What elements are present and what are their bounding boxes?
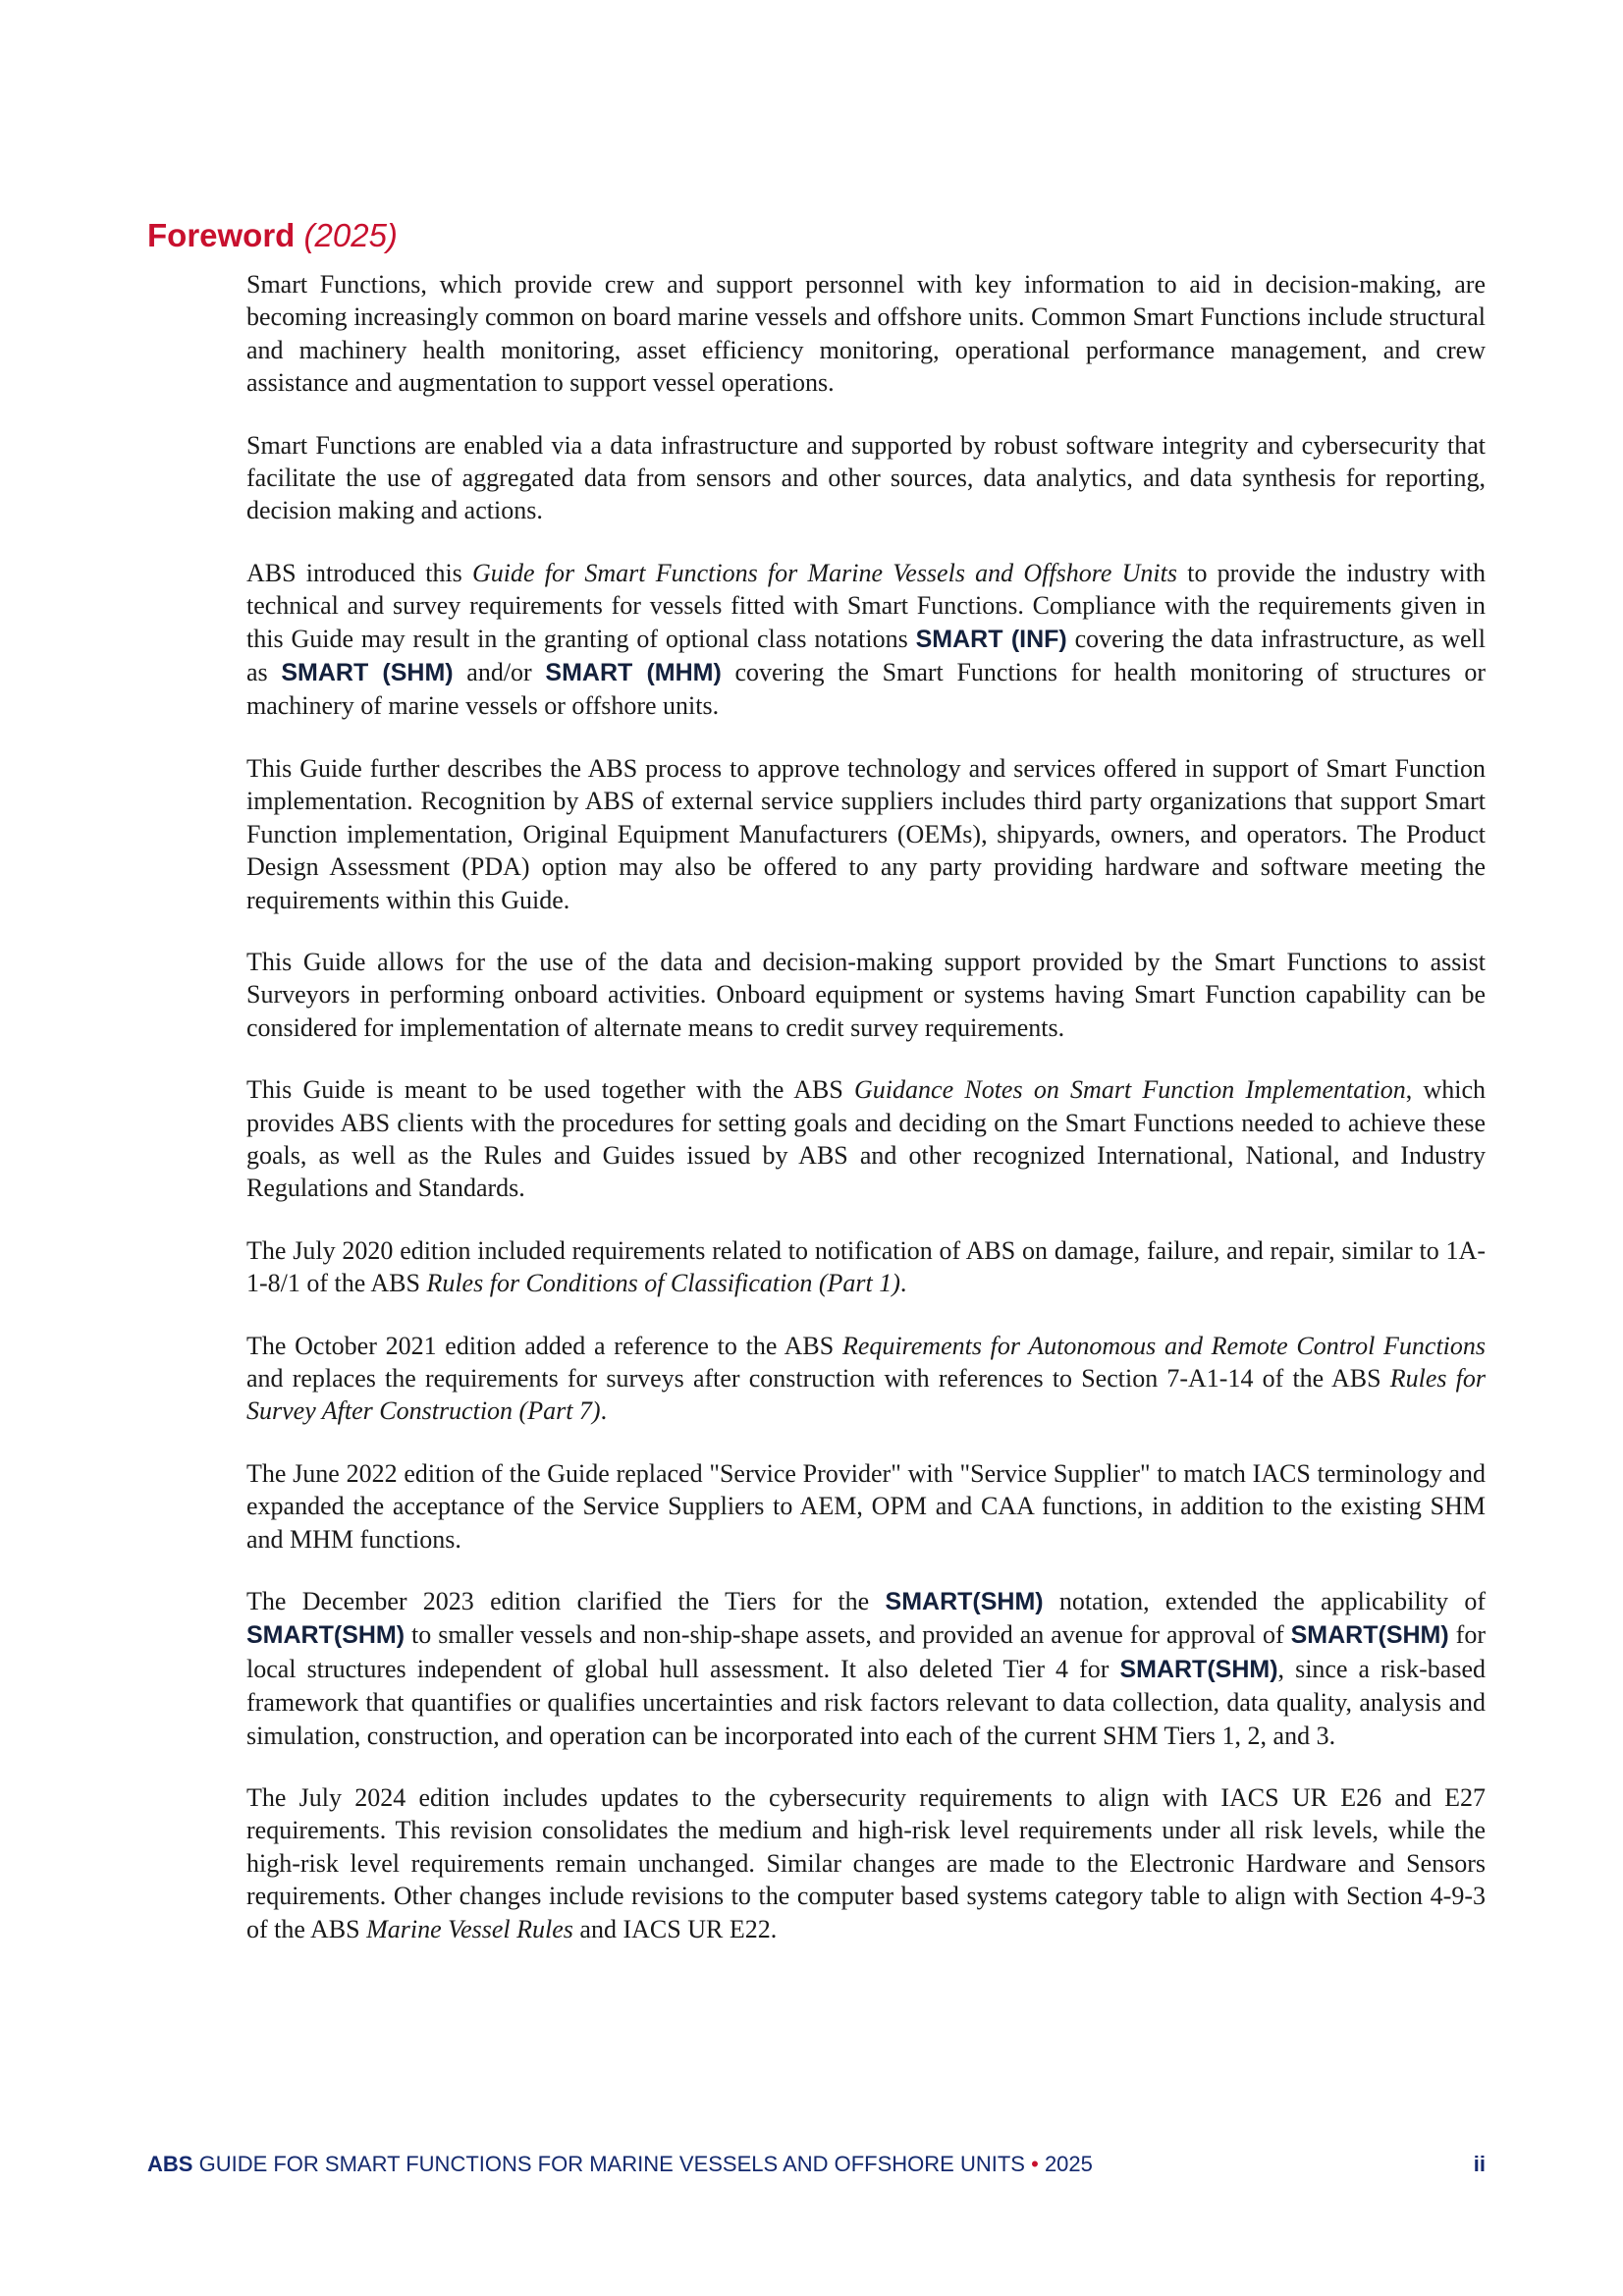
- paragraph-5: This Guide allows for the use of the data and decision-making support provided by the Smart Functions to assist Surveyors in performing onboard activities. Onboard equipment or systems having Smart Function capability can be considered for implementation of alternate means to credit survey requirements.: [246, 947, 1486, 1042]
- notation-smart-shm: SMART (SHM): [281, 659, 454, 687]
- notation-smart-shm: SMART(SHM): [1119, 1655, 1278, 1683]
- notation-smart-inf: SMART (INF): [915, 625, 1067, 653]
- notation-smart-shm: SMART(SHM): [1290, 1621, 1449, 1650]
- page-number: ii: [1473, 2152, 1486, 2176]
- footer-separator: •: [1031, 2152, 1039, 2176]
- rules-part7-ref: Rules for Survey After Construction (Part 7): [246, 1363, 1486, 1426]
- page-footer: [147, 2151, 1486, 2178]
- foreword-body: [246, 268, 1486, 1945]
- footer-brand: ABS: [147, 2152, 193, 2176]
- heading-title: Foreword: [147, 217, 296, 253]
- paragraph-2: Smart Functions are enabled via a data infrastructure and supported by robust software integrity and cybersecurity that facilitate the use of aggregated data from sensors and other sources, data analytics, and data synthesis for reporting, decision making and actions.: [246, 430, 1486, 525]
- paragraph-7: The July 2020 edition included requirements related to notification of ABS on damage, failure, and repair, similar to 1A-1-8/1 of the ABS Rules for Conditions of Classification (Part 1).: [246, 1235, 1486, 1298]
- paragraph-4: This Guide further describes the ABS process to approve technology and services offered in support of Smart Function implementation. Recognition by ABS of external service suppliers includes third party organizations that support Smart Function implementation, Original Equipment Manufacturers (OEMs), shipyards, owners, and operators. The Product Design Assessment (PDA) option may also be offered to any party providing hardware and software meeting the requirements within this Guide.: [246, 753, 1486, 914]
- autonomous-requirements-ref: Requirements for Autonomous and Remote Control Functions: [841, 1331, 1487, 1360]
- footer-year: 2025: [1044, 2152, 1093, 2176]
- marine-vessel-rules-ref: Marine Vessel Rules: [366, 1914, 573, 1943]
- footer-title: GUIDE FOR SMART FUNCTIONS FOR MARINE VESSELS AND OFFSHORE UNITS: [198, 2152, 1025, 2176]
- heading-year: (2025): [303, 217, 398, 253]
- guidance-notes-ref: Guidance Notes on Smart Function Implementation: [854, 1075, 1406, 1105]
- section-heading: [147, 215, 398, 256]
- paragraph-11: The July 2024 edition includes updates to the cybersecurity requirements to align with IACS UR E26 and E27 requirements. This revision consolidates the medium and high-risk level requirements under all risk levels, while the high-risk level requirements remain unchanged. Similar changes are made to the Electronic Hardware and Sensors requirements. Other changes include revisions to the computer based systems category table to align with Section 4-9-3 of the ABS Marine Vessel Rules and IACS UR E22.: [246, 1783, 1486, 1943]
- paragraph-9: The June 2022 edition of the Guide replaced "Service Provider" with "Service Supplier" to match IACS terminology and expanded the acceptance of the Service Suppliers to AEM, OPM and CAA functions, in addition to the existing SHM and MHM functions.: [246, 1458, 1486, 1554]
- guide-title-ref: Guide for Smart Functions for Marine Vessels and Offshore Units: [472, 558, 1177, 587]
- notation-smart-mhm: SMART (MHM): [545, 659, 722, 687]
- paragraph-10: The December 2023 edition clarified the Tiers for the SMART(SHM) notation, extended the applicability of SMART(SHM) to smaller vessels and non-ship-shape assets, and provided an avenue for approval of SMART(SHM) for local structures independent of global hull assessment. It also deleted Tier 4 for SMART(SHM), since a risk-based framework that quantifies or qualifies uncertainties and risk factors relevant to data collection, data quality, analysis and simulation, construction, and operation can be incorporated into each of the current SHM Tiers 1, 2, and 3.: [246, 1587, 1486, 1750]
- paragraph-6: This Guide is meant to be used together with the ABS Guidance Notes on Smart Function Implementation, which provides ABS clients with the procedures for setting goals and deciding on the Smart Functions needed to achieve these goals, as well as the Rules and Guides issued by ABS and other recognized International, National, and Industry Regulations and Standards.: [246, 1075, 1486, 1203]
- rules-part1-ref: Rules for Conditions of Classification (Part 1): [426, 1269, 900, 1298]
- notation-smart-shm: SMART(SHM): [885, 1588, 1044, 1615]
- paragraph-8: The October 2021 edition added a reference to the ABS Requirements for Autonomous and Remote Control Functions and replaces the requirements for surveys after construction with references to Section 7-A1-14 of the ABS Rules for Survey After Construction (Part 7).: [246, 1331, 1487, 1426]
- paragraph-1: Smart Functions, which provide crew and support personnel with key information to aid in decision-making, are becoming increasingly common on board marine vessels and offshore units. Common Smart Functions include structural and machinery health monitoring, asset efficiency monitoring, operational performance management, and crew assistance and augmentation to support vessel operations.: [246, 270, 1486, 398]
- notation-smart-shm: SMART(SHM): [246, 1621, 406, 1650]
- paragraph-3: ABS introduced this Guide for Smart Functions for Marine Vessels and Offshore Units to provide the industry with technical and survey requirements for vessels fitted with Smart Functions. Compliance with the requirements given in this Guide may result in the granting of optional class notations SMART (INF) covering the data infrastructure, as well as SMART (SHM) and/or SMART (MHM) covering the Smart Functions for health monitoring of structures or machinery of marine vessels or offshore units.: [246, 558, 1487, 721]
